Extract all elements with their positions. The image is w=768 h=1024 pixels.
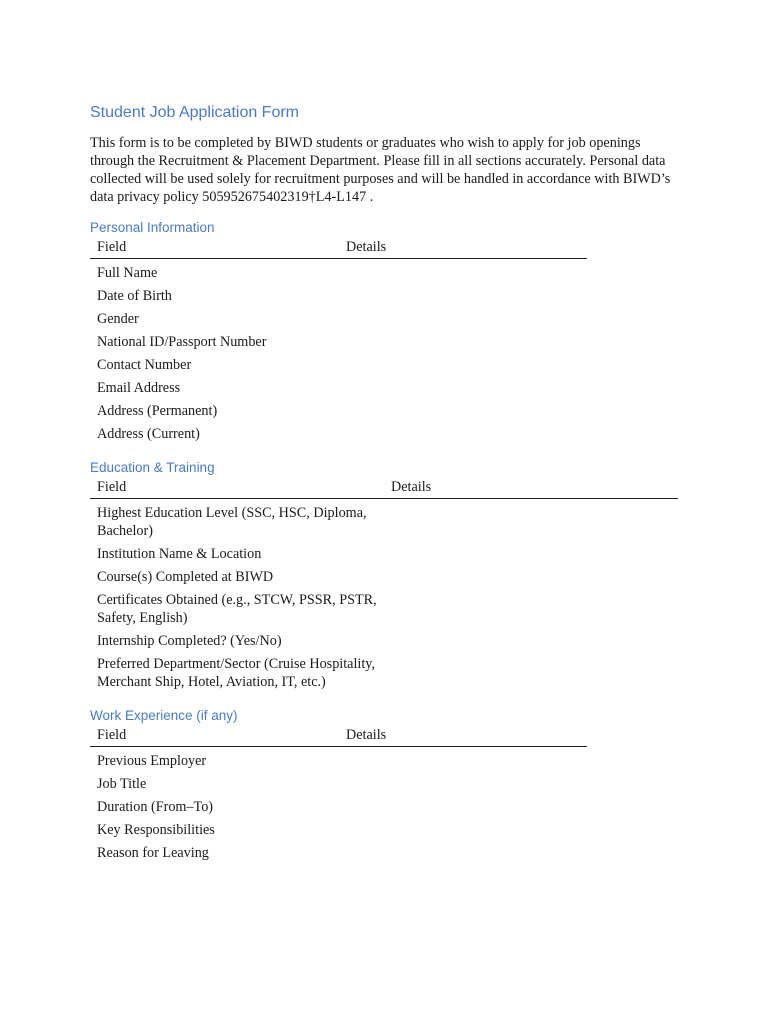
details-cell[interactable] xyxy=(339,354,587,377)
personal-info-table xyxy=(90,239,587,446)
column-header-field: Field xyxy=(90,239,339,259)
field-label: Job Title xyxy=(97,776,147,792)
column-header-field: Field xyxy=(90,479,384,499)
details-cell[interactable] xyxy=(339,400,587,423)
table-row xyxy=(90,566,678,589)
details-cell[interactable] xyxy=(339,796,587,819)
table-row xyxy=(90,842,587,865)
column-header-field: Field xyxy=(90,727,339,747)
section-heading-personal: Personal Information xyxy=(90,220,215,235)
table-row xyxy=(90,423,587,446)
table-row xyxy=(90,589,678,630)
page-title: Student Job Application Form xyxy=(90,104,300,121)
details-cell[interactable] xyxy=(339,331,587,354)
details-cell[interactable] xyxy=(339,819,587,842)
table-row xyxy=(90,259,587,286)
field-label: Full Name xyxy=(97,265,158,281)
table-row xyxy=(90,400,587,423)
details-cell[interactable] xyxy=(384,589,678,630)
details-cell[interactable] xyxy=(339,773,587,796)
details-cell[interactable] xyxy=(339,259,587,286)
field-label: Key Responsibilities xyxy=(97,822,215,838)
field-label: Institution Name & Location xyxy=(97,546,262,562)
details-cell[interactable] xyxy=(384,499,678,544)
table-row xyxy=(90,747,587,774)
details-cell[interactable] xyxy=(384,653,678,694)
document-page xyxy=(90,104,690,865)
field-label: Contact Number xyxy=(97,357,192,373)
field-label: Reason for Leaving xyxy=(97,845,209,861)
intro-paragraph: This form is to be completed by BIWD students or graduates who wish to apply for job openings through the Recruitment & Placement Department. Please fill in all sections accurately. Personal data collected will be used solely for recruitment purposes and will be handled in accordance with BIWD’s data privacy policy 505952675402319†L4-L147 . xyxy=(90,135,671,205)
work-experience-table xyxy=(90,727,587,865)
details-cell[interactable] xyxy=(339,377,587,400)
table-row xyxy=(90,653,678,694)
details-cell[interactable] xyxy=(339,285,587,308)
table-row xyxy=(90,285,587,308)
field-label: Address (Permanent) xyxy=(97,403,218,419)
table-row xyxy=(90,796,587,819)
field-label: Course(s) Completed at BIWD xyxy=(97,569,274,585)
column-header-details: Details xyxy=(339,727,587,747)
table-row xyxy=(90,499,678,544)
table-row xyxy=(90,773,587,796)
table-row xyxy=(90,331,587,354)
education-table xyxy=(90,479,678,694)
details-cell[interactable] xyxy=(339,423,587,446)
table-row xyxy=(90,819,587,842)
details-cell[interactable] xyxy=(384,630,678,653)
details-cell[interactable] xyxy=(339,842,587,865)
field-label: Certificates Obtained (e.g., STCW, PSSR, PSTR, Safety, English) xyxy=(97,592,377,626)
field-label: Preferred Department/Sector (Cruise Hospitality, Merchant Ship, Hotel, Aviation, IT, etc.) xyxy=(97,656,376,690)
field-label: Email Address xyxy=(97,380,181,396)
field-label: Previous Employer xyxy=(97,753,207,769)
field-label: Date of Birth xyxy=(97,288,172,304)
table-row xyxy=(90,543,678,566)
field-label: Internship Completed? (Yes/No) xyxy=(97,633,282,649)
field-label: Address (Current) xyxy=(97,426,200,442)
table-row xyxy=(90,354,587,377)
details-cell[interactable] xyxy=(384,566,678,589)
details-cell[interactable] xyxy=(384,543,678,566)
details-cell[interactable] xyxy=(339,308,587,331)
section-heading-education: Education & Training xyxy=(90,460,215,475)
table-row xyxy=(90,308,587,331)
table-row xyxy=(90,377,587,400)
details-cell[interactable] xyxy=(339,747,587,774)
field-label: Gender xyxy=(97,311,139,327)
section-heading-work-experience: Work Experience (if any) xyxy=(90,708,238,723)
column-header-details: Details xyxy=(384,479,678,499)
table-row xyxy=(90,630,678,653)
field-label: Highest Education Level (SSC, HSC, Diploma, Bachelor) xyxy=(97,505,367,539)
column-header-details: Details xyxy=(339,239,587,259)
field-label: Duration (From–To) xyxy=(97,799,214,815)
field-label: National ID/Passport Number xyxy=(97,334,267,350)
